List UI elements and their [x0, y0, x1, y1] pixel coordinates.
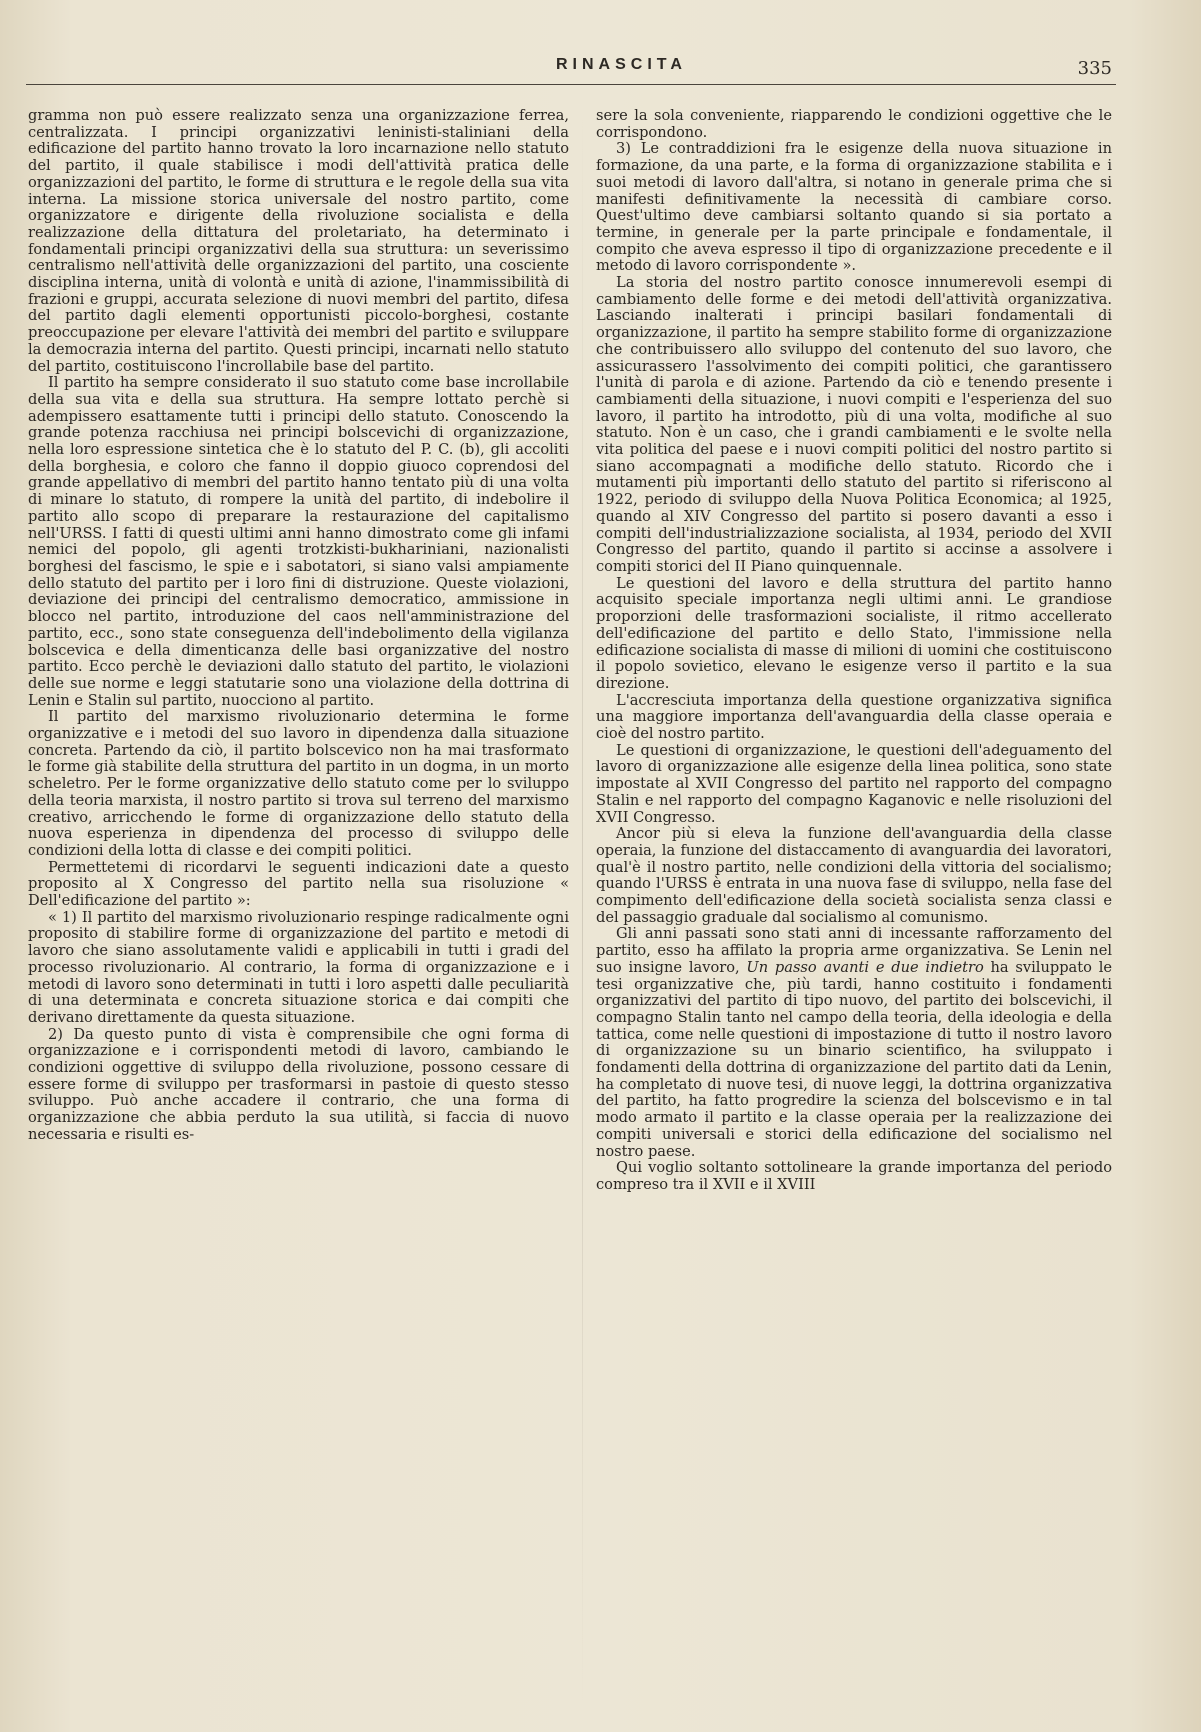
- paragraph-text: Gli anni passati sono stati anni di incessante rafforzamento del partito, esso ha affilato la propria arme organizzativa. Se Lenin nel suo insigne lavoro,: [596, 925, 1112, 976]
- page-number: 335: [1077, 58, 1112, 79]
- paragraph: Il partito del marxismo rivoluzionario determina le forme organizzative e i metodi del suo lavoro in dipendenza dalla situazione concreta. Partendo da ciò, il partito bolscevico non ha mai trasformato le forme già stabilite della struttura del partito in un dogma, in un morto scheletro. Per le forme organizzative dello statuto come per lo sviluppo della teoria marxista, il nostro partito si trova sul terreno del marxismo creativo, arricchendo le forme di organizzazione dello statuto della nuova esperienza in dipendenza del processo di sviluppo delle condizioni della lotta di classe e dei compiti politici.: [28, 708, 569, 859]
- running-title: RINASCITA: [556, 56, 687, 73]
- paragraph: L'accresciuta importanza della questione organizzativa significa una maggiore importanza dell'avanguardia della classe operaia e cioè del nostro partito.: [596, 691, 1112, 743]
- quoted-paragraph: « 1) Il partito del marxismo rivoluzionario respinge radicalmente ogni proposito di stabilire forme di organizzazione del partito e metodi di lavoro che siano assolutamente validi e applicabili in tutti i gradi del processo rivoluzionario. Al contrario, la forma di organizzazione e i metodi di lavoro sono determinati in tutti i loro aspetti dalle peculiarità di una determinata e concreta situazione storica e dai compiti che derivano direttamente da questa situazione.: [28, 908, 569, 1026]
- paragraph: Ancor più si eleva la funzione dell'avanguardia della classe operaia, la funzione del distaccamento di avanguardia dei lavoratori, qual'è il nostro partito, nelle condizioni della vittoria del socialismo; quando l'URSS è entrata in una nuova fase di sviluppo, nella fase del compimento dell'edificazione della società socialista senza classi e del passaggio graduale dal socialismo al comunismo.: [596, 825, 1112, 926]
- paragraph: gramma non può essere realizzato senza una organizzazione ferrea, centralizzata. I principi organizzativi leninisti-staliniani della edificazione del partito hanno trovato la loro incarnazione nello statuto del partito, il quale stabilisce i modi dell'attività pratica delle organizzazioni del partito, le forme di struttura e le regole della sua vita interna. La missione storica universale del nostro partito, come organizzatore e dirigente della rivoluzione socialista e della realizzazione della dittatura del proletariato, ha determinato i fondamentali principi organizzativi della sua struttura: un severissimo centralismo nell'attività delle organizzazioni del partito, una cosciente disciplina interna, unità di volontà e unità di azione, l'inammissibilità di frazioni e gruppi, accurata selezione di nuovi membri del partito, difesa del partito dagli elementi opportunisti piccolo-borghesi, costante preoccupazione per elevare l'attività dei membri del partito e sviluppare la democrazia interna del partito. Questi principi, incarnati nello statuto del partito, costituiscono l'incrollabile base del partito.: [28, 107, 569, 375]
- paragraph: Le questioni di organizzazione, le questioni dell'adeguamento del lavoro di organizzazione alle esigenze della linea politica, sono state impostate al XVII Congresso del partito nel rapporto del compagno Stalin e nel rapporto del compagno Kaganovic e nelle risoluzioni del XVII Congresso.: [596, 741, 1112, 826]
- paragraph-with-title: [596, 926, 1112, 1160]
- quoted-paragraph: 2) Da questo punto di vista è comprensibile che ogni forma di organizzazione e i corrispondenti metodi di lavoro, cambiando le condizioni oggettive di sviluppo della rivoluzione, possono cessare di essere forme di sviluppo per trasformarsi in pastoie di questo stesso sviluppo. Può anche accadere il contrario, che una forma di organizzazione che abbia perduto la sua utilità, si faccia di nuovo necessaria e risulti es-: [28, 1025, 569, 1143]
- paragraph: La storia del nostro partito conosce innumerevoli esempi di cambiamento delle forme e dei metodi dell'attività organizzativa. Lasciando inalterati i principi basilari fondamentali di organizzazione, il partito ha sempre stabilito forme di organizzazione che contribuissero allo sviluppo del contenuto del suo lavoro, che assicurassero l'assolvimento dei compiti politici, che garantissero l'unità di parola e di azione. Partendo da ciò e tenendo presente i cambiamenti della situazione, i nuovi compiti e l'esperienza del suo lavoro, il partito ha introdotto, più di una volta, modifiche al suo statuto. Non è un caso, che i grandi cambiamenti e le svolte nella vita politica del paese e i nuovi compiti politici del nostro partito si siano accompagnati a modifiche dello statuto. Ricordo che i mutamenti più importanti dello statuto del partito si riferiscono al 1922, periodo di sviluppo della Nuova Politica Economica; al 1925, quando al XIV Congresso del partito si posero davanti a esso i compiti dell'industrializzazione socialista, al 1934, periodo del XVII Congresso del partito, quando il partito si accinse a assolvere i compiti storici del II Piano quinquennale.: [596, 274, 1112, 575]
- paragraph-text: ha sviluppato le tesi organizzative che, più tardi, hanno costituito i fondamenti organizzativi del partito di tipo nuovo, del partito dei bolscevichi, il compagno Stalin tanto nel campo della teoria, della ideologia e della tattica, come nelle questioni di impostazione di tutto il nostro lavoro di organizzazione su un binario scientifico, ha sviluppato i fondamenti della dottrina di organizzazione del partito dati da Lenin, ha completato di nuove tesi, di nuove leggi, la dottrina organizzativa del partito, ha fatto progredire la scienza del bolscevismo e in tal modo armato il partito e la classe operaia per la realizzazione dei compiti universali e storici della edificazione del socialismo nel nostro paese.: [596, 958, 1112, 1160]
- paragraph: Le questioni del lavoro e della struttura del partito hanno acquisito speciale importanza negli ultimi anni. Le grandiose proporzioni delle trasformazioni socialiste, il ritmo accellerato dell'edificazione del partito e dello Stato, l'immissione nella edificazione socialista di masse di milioni di uomini che costituiscono il popolo sovietico, elevano le esigenze verso il partito e la sua direzione.: [596, 574, 1112, 692]
- paragraph: Qui voglio soltanto sottolineare la grande importanza del periodo compreso tra il XVII e il XVIII: [596, 1159, 1112, 1193]
- page-header: [26, 52, 1116, 85]
- book-title: Un passo avanti e due indietro: [746, 958, 984, 976]
- right-text-column: [596, 108, 1112, 1194]
- left-text-column: [28, 108, 569, 1144]
- paragraph: Permettetemi di ricordarvi le seguenti indicazioni date a questo proposito al X Congresso del partito nella sua risoluzione « Dell'edificazione del partito »:: [28, 858, 569, 910]
- paragraph: sere la sola conveniente, riapparendo le condizioni oggettive che le corrispondono.: [596, 107, 1112, 141]
- column-gutter: [582, 110, 583, 1710]
- quoted-paragraph: 3) Le contraddizioni fra le esigenze della nuova situazione in formazione, da una parte, e la forma di organizzazione stabilita e i suoi metodi di lavoro dall'altra, si notano in generale prima che si manifesti definitivamente la necessità di cambiare corso. Quest'ultimo deve cambiarsi soltanto quando si sia portato a termine, in generale per la parte principale e fondamentale, il compito che aveva espresso il tipo di organizzazione precedente e il metodo di lavoro corrispondente ».: [596, 140, 1112, 275]
- paragraph: Il partito ha sempre considerato il suo statuto come base incrollabile della sua vita e della sua struttura. Ha sempre lottato perchè si adempissero esattamente tutti i principi dello statuto. Conoscendo la grande potenza racchiusa nei principi bolscevichi di organizzazione, nella loro espressione sintetica che è lo statuto del P. C. (b), gli accoliti della borghesia, e coloro che fanno il doppio giuoco coprendosi del grande appellativo di membri del partito hanno tentato più di una volta di minare lo statuto, di rompere la unità del partito, di indebolire il partito allo scopo di preparare la restaurazione del capitalismo nell'URSS. I fatti di questi ultimi anni hanno dimostrato come gli infami nemici del popolo, gli agenti trotzkisti-bukhariniani, nazionalisti borghesi del fascismo, le spie e i sabotatori, si siano valsi ampiamente dello statuto del partito per i loro fini di distruzione. Queste violazioni, deviazione dei principi del centralismo democratico, ammissione in blocco nel partito, introduzione del caos nell'amministrazione del partito, ecc., sono state conseguenza dell'indebolimento della vigilanza bolscevica e della dimenticanza delle basi organizzative del nostro partito. Ecco perchè le deviazioni dallo statuto del partito, le violazioni delle sue norme e leggi statutarie sono una violazione della dottrina di Lenin e Stalin sul partito, nuocciono al partito.: [28, 374, 569, 709]
